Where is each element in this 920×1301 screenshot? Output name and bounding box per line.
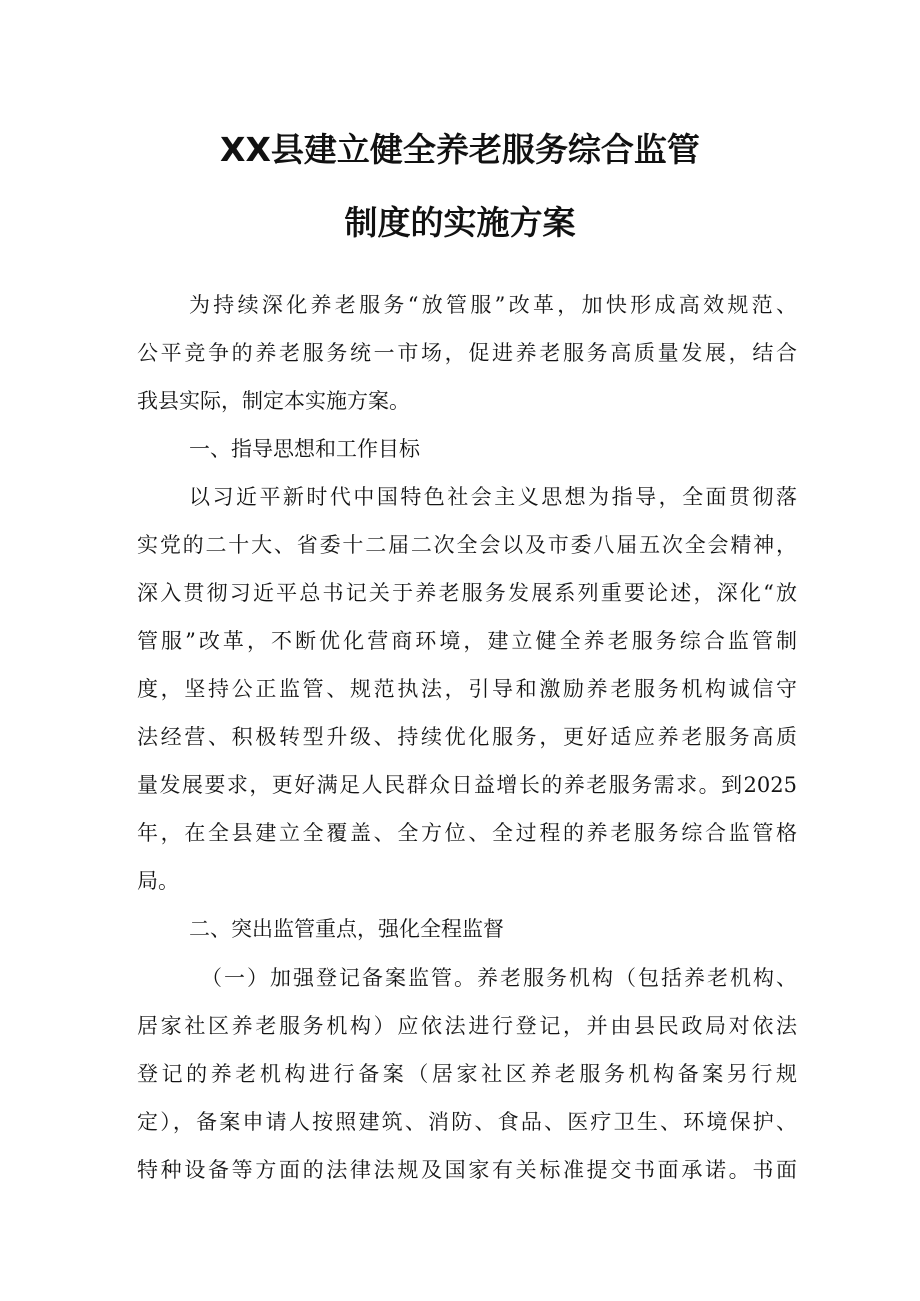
paragraph-line: 法经营、积极转型升级、持续优化服务，更好适应养老服务高质 xyxy=(137,725,797,749)
section-heading: 一、指导思想和工作目标 xyxy=(189,437,420,461)
paragraph-line: 公平竞争的养老服务统一市场，促进养老服务高质量发展，结合 xyxy=(137,341,797,365)
section-heading: 二、突出监管重点，强化全程监督 xyxy=(189,917,504,941)
paragraph-line: 量发展要求，更好满足人民群众日益增长的养老服务需求。到2025 xyxy=(137,773,797,797)
paragraph-line: 特种设备等方面的法律法规及国家有关标准提交书面承诺。书面 xyxy=(137,1158,797,1182)
section-2-heading xyxy=(137,905,797,953)
paragraph-line: 度，坚持公正监管、规范执法，引导和激励养老服务机构诚信守 xyxy=(137,677,797,701)
paragraph-line: 深入贯彻习近平总书记关于养老服务发展系列重要论述，深化“放 xyxy=(137,581,797,605)
paragraph-line: 居家社区养老服务机构）应依法进行登记，并由县民政局对依法 xyxy=(137,1014,797,1038)
section-1-body xyxy=(137,473,797,905)
intro-paragraph xyxy=(137,281,797,425)
paragraph-line: 为持续深化养老服务“放管服”改革，加快形成高效规范、 xyxy=(189,293,797,317)
paragraph-line: 局。 xyxy=(137,869,179,893)
section-1-heading xyxy=(137,425,797,473)
paragraph-line: 年，在全县建立全覆盖、全方位、全过程的养老服务综合监管格 xyxy=(137,821,797,845)
paragraph-line: 实党的二十大、省委十二届二次全会以及市委八届五次全会精神， xyxy=(137,533,797,557)
paragraph-line: 定），备案申请人按照建筑、消防、食品、医疗卫生、环境保护、 xyxy=(137,1110,797,1134)
paragraph-line: 以习近平新时代中国特色社会主义思想为指导，全面贯彻落 xyxy=(189,485,797,509)
document-title-line-2: 制度的实施方案 xyxy=(344,203,576,242)
paragraph-line: （一）加强登记备案监管。养老服务机构（包括养老机构、 xyxy=(201,966,797,990)
paragraph-line: 登记的养老机构进行备案（居家社区养老服务机构备案另行规 xyxy=(137,1062,797,1086)
paragraph-line: 管服”改革，不断优化营商环境，建立健全养老服务综合监管制 xyxy=(137,629,797,653)
section-2-body xyxy=(137,954,797,1194)
document-title-line-1: XX县建立健全养老服务综合监管 xyxy=(220,130,700,169)
paragraph-line: 我县实际，制定本实施方案。 xyxy=(137,389,410,413)
